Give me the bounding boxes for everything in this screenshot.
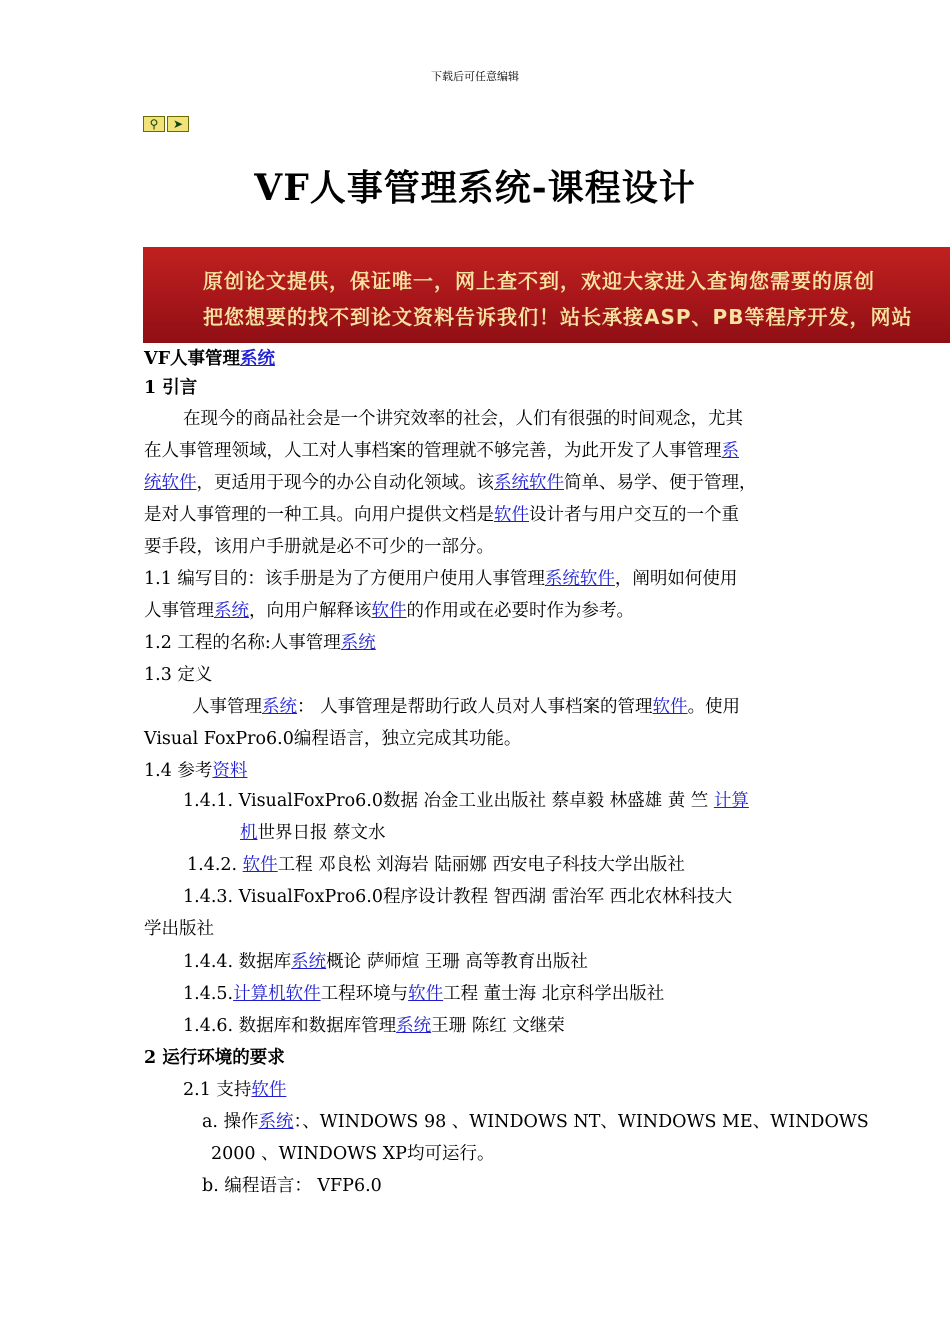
link-software[interactable]: 软件 [652,697,688,717]
link-software[interactable]: 软件 [371,601,407,621]
reference-item: 1.4.1. VisualFoxPro6.0数据 冶金工业出版社 蔡卓毅 林盛雄 黄 竺 计算 [183,791,749,811]
link-software[interactable]: 软件 [408,984,444,1004]
link-system[interactable]: 系统 [396,1016,432,1036]
link-computer[interactable]: 计算 [713,791,749,811]
link-software[interactable]: 统软件 [144,473,197,493]
definition-line: 人事管理系统： 人事管理是帮助行政人员对人事档案的管理软件。使用 [192,697,741,717]
para-line: 是对人事管理的一种工具。向用户提供文档是软件设计者与用户交互的一个重 [144,505,739,525]
reference-item: 1.4.3. VisualFoxPro6.0程序设计教程 智西湖 雷治军 西北农林科技大 [183,887,733,907]
link-software[interactable]: 软件 [251,1080,287,1100]
reference-item: 1.4.4. 数据库系统概论 萨师煊 王珊 高等教育出版社 [183,952,588,972]
language-requirement: b. 编程语言： VFP6.0 [202,1176,382,1196]
link-software[interactable]: 软件 [494,505,529,525]
os-requirement: a. 操作系统：、WINDOWS 98 、WINDOWS NT、WINDOWS ME、WINDOWS [202,1112,869,1132]
section-1-title: 1 引言 [144,378,198,398]
para-line: 在现今的商品社会是一个讲究效率的社会，人们有很强的时间观念，尤其 [183,409,743,429]
link-system[interactable]: 系 [721,441,739,461]
link-computer[interactable]: 机 [240,823,258,843]
banner-line-1: 原创论文提供，保证唯一，网上查不到，欢迎大家进入查询您需要的原创 [203,269,875,293]
link-computer-software[interactable]: 计算机软件 [233,984,321,1004]
page-header-note: 下载后可任意编辑 [431,70,519,83]
heading-text: VF人事管理 [144,349,241,369]
section-2-title: 2 运行环境的要求 [144,1048,285,1068]
definition-line: Visual FoxPro6.0编程语言，独立完成其功能。 [144,729,522,749]
para-line: 要手段，该用户手册就是必不可少的一部分。 [144,537,494,557]
link-system[interactable]: 系统 [291,952,327,972]
section-1-1-cont: 人事管理系统，向用户解释该软件的作用或在必要时作为参考。 [144,601,634,621]
link-system[interactable]: 系统 [340,633,376,653]
banner-line-2: 把您想要的找不到论文资料告诉我们！站长承接ASP、PB等程序开发，网站 [203,305,913,329]
link-software[interactable]: 软件 [242,855,278,875]
section-1-1: 1.1 编写目的：该手册是为了方便用户使用人事管理系统软件，阐明如何使用 [144,569,738,589]
section-1-2: 1.2 工程的名称:人事管理系统 [144,633,376,653]
para-line: 在人事管理领域，人工对人事档案的管理就不够完善，为此开发了人事管理系 [144,441,739,461]
link-system[interactable]: 系统 [240,349,276,369]
link-materials[interactable]: 资料 [212,761,248,781]
promo-banner[interactable] [143,247,950,343]
link-system[interactable]: 系统 [214,601,249,621]
section-2-1: 2.1 支持软件 [183,1080,287,1100]
toolbar-icons [143,116,191,132]
reference-item: 1.4.2. 软件工程 邓良松 刘海岩 陆丽娜 西安电子科技大学出版社 [187,855,685,875]
link-system-software[interactable]: 系统软件 [494,473,564,493]
link-system-software[interactable]: 系统软件 [544,569,615,589]
os-requirement-cont: 2000 、WINDOWS XP均可运行。 [211,1144,495,1164]
section-1-4: 1.4 参考资料 [144,761,248,781]
document-title: VF人事管理系统-课程设计 [254,167,696,209]
section-1-3: 1.3 定义 [144,665,213,685]
para-line: 统软件，更适用于现今的办公自动化领域。该系统软件简单、易学、便于管理， [144,473,757,493]
doc-heading [144,348,275,370]
link-system[interactable]: 系统 [262,697,297,717]
link-system[interactable]: 系统 [258,1112,294,1132]
reference-item: 1.4.6. 数据库和数据库管理系统王珊 陈红 文继荣 [183,1016,565,1036]
arrow-link-icon[interactable]: ➤ [167,116,189,132]
reference-item-cont: 学出版社 [144,919,214,939]
reference-item: 1.4.5.计算机软件工程环境与软件工程 董士海 北京科学出版社 [183,984,665,1004]
search-page-icon[interactable]: ⚲ [143,116,165,132]
reference-item-cont: 机世界日报 蔡文水 [240,823,386,843]
